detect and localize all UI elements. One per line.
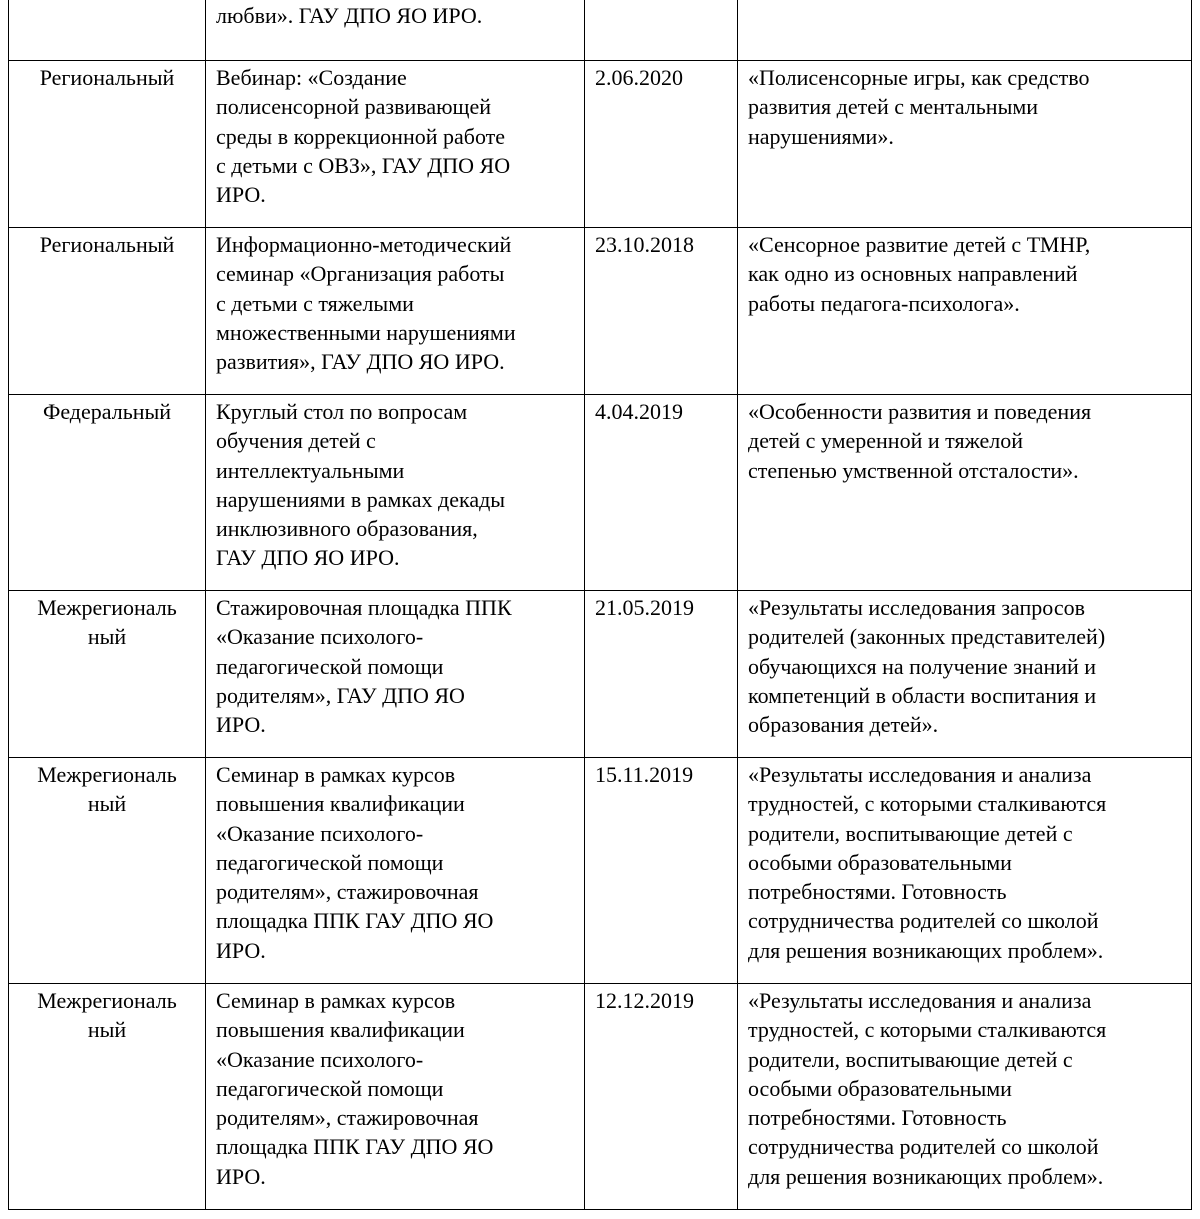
event-topic-cell: «Особенности развития и поведения детей с умеренной и тяжелой степенью умственной отсталости». — [738, 395, 1192, 591]
event-level-cell: Региональный — [9, 61, 206, 228]
event-level-cell: Межрегиональ ный — [9, 591, 206, 758]
event-level-cell: Федеральный — [9, 395, 206, 591]
event-date-cell: 15.11.2019 — [585, 758, 738, 984]
event-topic-cell: «Результаты исследования запросов родителей (законных представителей) обучающихся на получение знаний и компетенций в области воспитания и образования детей». — [738, 591, 1192, 758]
table-row — [9, 984, 1192, 1210]
event-topic-cell: «Полисенсорные игры, как средство развития детей с ментальными нарушениями». — [738, 61, 1192, 228]
event-level-cell: Межрегиональ ный — [9, 758, 206, 984]
event-level-cell: Межрегиональ ный — [9, 984, 206, 1210]
event-date-cell: 2.06.2020 — [585, 61, 738, 228]
event-name-cell: Семинар в рамках курсов повышения квалификации «Оказание психолого- педагогической помощи родителям», стажировочная площадка ППК ГАУ ДПО ЯО ИРО. — [206, 984, 585, 1210]
event-name-cell: Стажировочная площадка ППК «Оказание психолого- педагогической помощи родителям», ГАУ ДПО ЯО ИРО. — [206, 591, 585, 758]
event-date-cell: 4.04.2019 — [585, 395, 738, 591]
event-topic-cell: «Результаты исследования и анализа трудностей, с которыми сталкиваются родители, воспитывающие детей с особыми образовательными потребностями. Готовность сотрудничества родителей со школой для решения возникающих проблем». — [738, 758, 1192, 984]
event-date-cell: 21.05.2019 — [585, 591, 738, 758]
event-name-cell: Вебинар: «Создание полисенсорной развивающей среды в коррекционной работе с детьми с ОВЗ», ГАУ ДПО ЯО ИРО. — [206, 61, 585, 228]
event-topic-cell — [738, 0, 1192, 61]
event-name-cell: Семинар в рамках курсов повышения квалификации «Оказание психолого- педагогической помощи родителям», стажировочная площадка ППК ГАУ ДПО ЯО ИРО. — [206, 758, 585, 984]
event-name-cell: Круглый стол по вопросам обучения детей с интеллектуальными нарушениями в рамках декады инклюзивного образования, ГАУ ДПО ЯО ИРО. — [206, 395, 585, 591]
event-topic-cell: «Результаты исследования и анализа трудностей, с которыми сталкиваются родители, воспитывающие детей с особыми образовательными потребностями. Готовность сотрудничества родителей со школой для решения возникающих проблем». — [738, 984, 1192, 1210]
table-row — [9, 61, 1192, 228]
event-name-cell: Информационно-методический семинар «Организация работы с детьми с тяжелыми множественными нарушениями развития», ГАУ ДПО ЯО ИРО. — [206, 228, 585, 395]
table-row — [9, 228, 1192, 395]
table-row — [9, 395, 1192, 591]
table-row — [9, 758, 1192, 984]
events-table — [8, 0, 1192, 1210]
table-row — [9, 0, 1192, 61]
event-date-cell — [585, 0, 738, 61]
event-topic-cell: «Сенсорное развитие детей с ТМНР, как одно из основных направлений работы педагога-психолога». — [738, 228, 1192, 395]
event-level-cell — [9, 0, 206, 61]
event-date-cell: 23.10.2018 — [585, 228, 738, 395]
event-name-cell: любви». ГАУ ДПО ЯО ИРО. — [206, 0, 585, 61]
event-date-cell: 12.12.2019 — [585, 984, 738, 1210]
event-level-cell: Региональный — [9, 228, 206, 395]
table-row — [9, 591, 1192, 758]
